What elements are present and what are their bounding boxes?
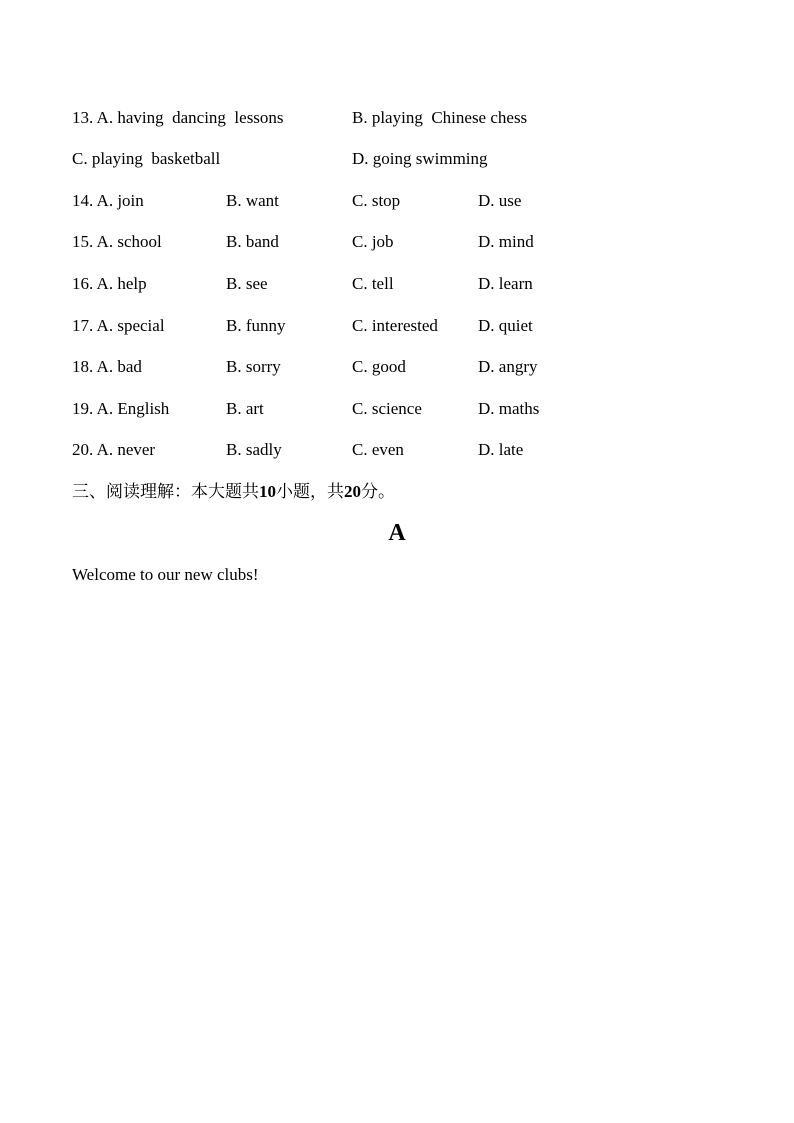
option-c: C. tell (352, 274, 394, 293)
question-row (0, 189, 794, 213)
question-13-option-a: 13. A. having dancing lessons (72, 108, 284, 127)
question-row (0, 272, 794, 296)
option-b: B. see (226, 274, 268, 293)
question-row (0, 438, 794, 462)
option-c: C. good (352, 357, 406, 376)
option-a: 18. A. bad (72, 357, 142, 376)
option-c: C. stop (352, 191, 401, 210)
option-b: B. funny (226, 316, 286, 335)
option-a: 19. A. English (72, 399, 170, 418)
question-13-option-c: C. playing basketball (72, 149, 221, 168)
option-d: D. mind (478, 232, 534, 251)
option-a: 17. A. special (72, 316, 165, 335)
option-b: B. sorry (226, 357, 281, 376)
section-heading-suffix: 分。 (361, 482, 395, 501)
question-row (0, 314, 794, 338)
section-heading (72, 480, 395, 504)
option-d: D. learn (478, 274, 533, 293)
option-d: D. use (478, 191, 522, 210)
option-b: B. sadly (226, 440, 282, 459)
option-d: D. maths (478, 399, 540, 418)
option-a: 20. A. never (72, 440, 156, 459)
option-b: B. band (226, 232, 279, 251)
option-b: B. want (226, 191, 279, 210)
option-a: 16. A. help (72, 274, 147, 293)
option-c: C. job (352, 232, 394, 251)
section-heading-middle: 小题，共 (276, 482, 344, 501)
question-row (0, 230, 794, 254)
option-a: 15. A. school (72, 232, 162, 251)
option-c: C. even (352, 440, 404, 459)
section-total-score: 20 (344, 482, 361, 501)
option-d: D. angry (478, 357, 538, 376)
question-13-row (0, 106, 794, 130)
question-row (0, 355, 794, 379)
option-c: C. interested (352, 316, 438, 335)
option-c: C. science (352, 399, 422, 418)
question-13-option-b: B. playing Chinese chess (352, 108, 528, 127)
section-question-count: 10 (259, 482, 276, 501)
option-d: D. late (478, 440, 524, 459)
section-heading-prefix: 三、阅读理解：本大题共 (72, 482, 259, 501)
option-a: 14. A. join (72, 191, 144, 210)
option-d: D. quiet (478, 316, 533, 335)
option-b: B. art (226, 399, 264, 418)
question-13-option-d: D. going swimming (352, 149, 488, 168)
passage-title: A (388, 520, 406, 546)
question-13-row-2 (0, 147, 794, 171)
question-row (0, 397, 794, 421)
passage-intro: Welcome to our new clubs! (72, 565, 259, 584)
